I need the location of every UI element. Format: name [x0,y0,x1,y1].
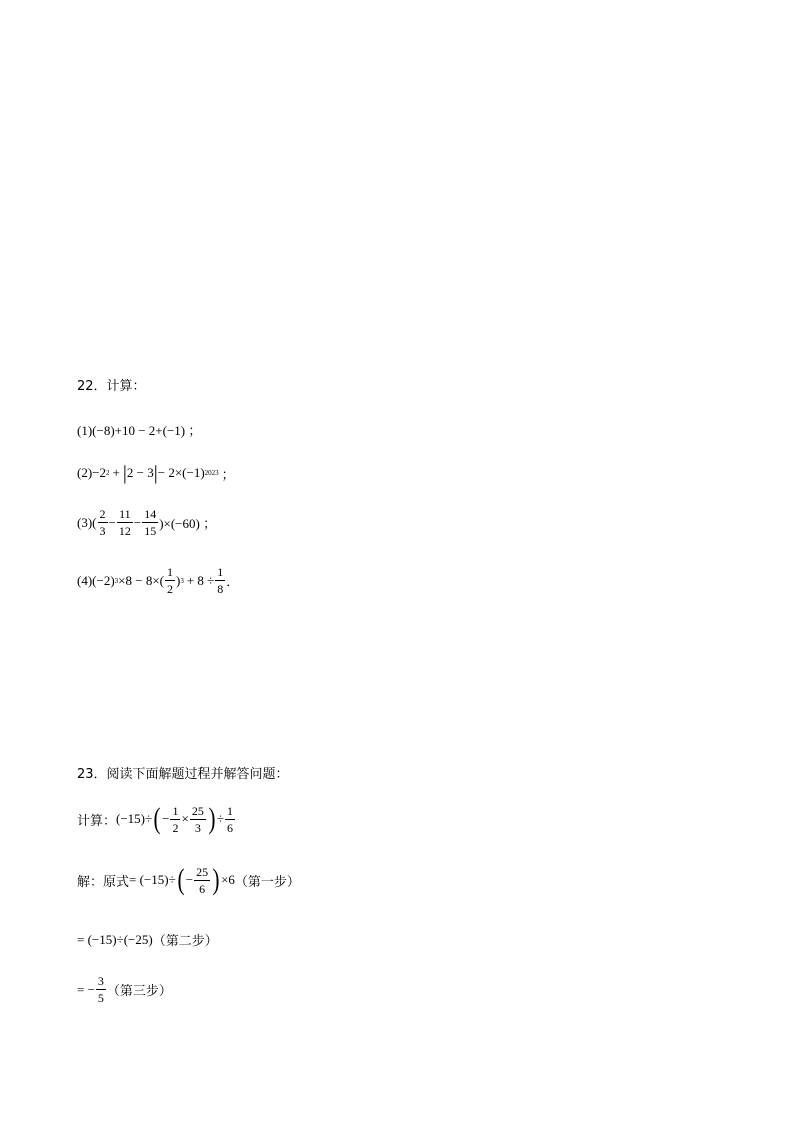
fraction: $\frac{25}{3}$ [191,803,204,835]
q22-p2-a: −2 [92,465,107,480]
step1-tail: ×6 [221,872,235,887]
q22-p2-b: + [112,465,120,480]
step2-note: （第二步） [152,934,218,949]
q22-p3-tail: )×(−60) ； [159,516,217,531]
minus: − [108,514,116,530]
big-paren-left: ( [177,863,185,896]
q22-part-3 [77,508,216,537]
fraction: $\frac{11}{12}$ [118,507,131,538]
step2-expr: = (−15)÷(−25) [77,931,153,947]
q23-step-2 [77,930,218,949]
q22-part-2: (2) −2 2 + | 2 − 3 | − 2× (−1) 2023 ； [77,462,235,484]
fraction: $\frac{1}{6}$ [226,803,233,835]
q22-part-4: (4)(−2) 3 ×8 − 8×( $\frac{1}{2}$ ) 3 + 8 ÷ $\frac{1}{8}$ ． [77,565,240,596]
big-paren-right: ) [212,863,220,896]
period: ． [226,574,240,589]
fraction: $\frac{3}{5}$ [97,974,104,1005]
minus: − [185,872,194,887]
abs-bar-right: | [153,462,158,484]
fraction: $\frac{14}{15}$ [144,507,157,538]
fraction: $\frac{25}{6}$ [196,864,209,896]
q22-part-1: (1)(−8)+10 − 2+(−1) ； [77,423,202,438]
calc-label: 计算： [77,813,117,829]
q22-p4-mid: ×8 − 8×( [118,572,164,588]
fraction: $\frac{1}{8}$ [217,565,224,596]
step1-note: （第一步） [234,874,300,890]
times: × [181,811,189,826]
divide: ÷ [216,811,224,826]
fraction: $\frac{1}{2}$ [172,803,179,835]
minus: − [162,811,170,826]
step3-note: （第三步） [106,984,172,999]
q22-p2-e: (−1) [182,465,205,480]
q23-calc [77,804,236,834]
big-paren-left: ( [153,802,161,835]
question-23-title: 23．阅读下面解题过程并解答问题： [77,767,289,782]
q22-p4-plus: + 8 ÷ [186,572,215,588]
step1-eq: = (−15)÷ [129,872,176,887]
q23-step-3 [77,975,172,1004]
q22-p4-label: (4)(−2) [77,572,115,588]
q23-step-1 [77,865,300,895]
calc-a: (−15)÷ [116,811,153,826]
q22-p2-c: 2 − 3 [126,465,154,480]
fraction: $\frac{1}{2}$ [166,565,173,596]
q22-p2-label: (2) [77,465,93,480]
q22-p2-d: − 2× [157,465,183,480]
solution-label: 解：原式 [77,874,130,890]
question-22-title: 22．计算： [77,379,146,394]
paren-close: ) [175,572,181,588]
q22-p2-end: ； [221,466,235,482]
fraction: $\frac{2}{3}$ [99,507,106,538]
step3-eq: = − [77,981,95,997]
minus: − [133,514,142,530]
big-paren-right: ) [208,802,216,835]
q22-p3-label: (3)( [77,514,97,530]
abs-bar-left: | [122,462,127,484]
